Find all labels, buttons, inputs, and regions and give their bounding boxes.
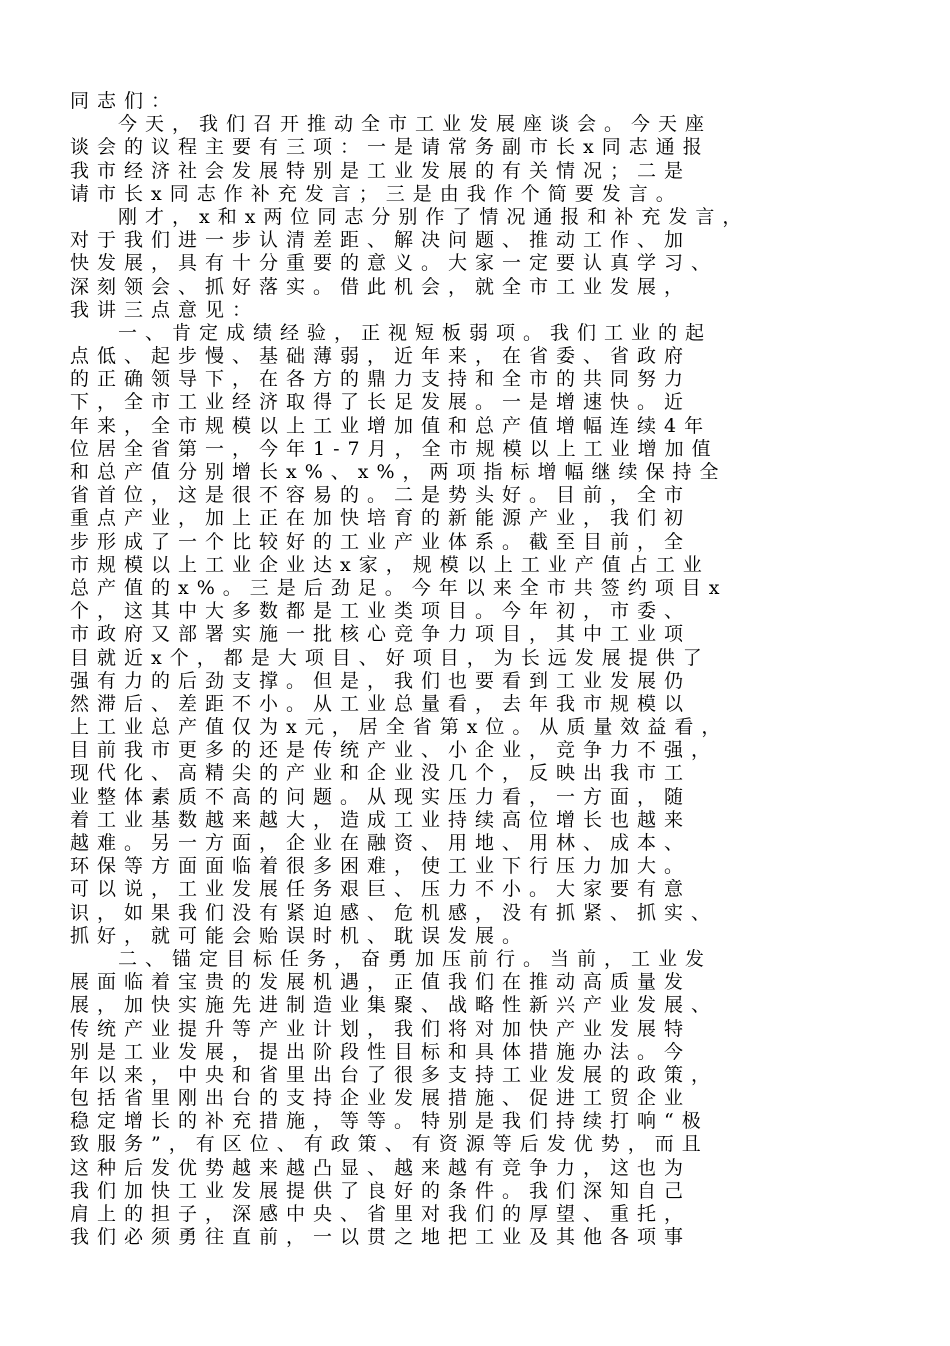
text-line: 肩上的担子，深感中央、省里对我们的厚望、重托， — [70, 1203, 692, 1225]
text-line: 个，这其中大多数都是工业类项目。今年初，市委、 — [70, 600, 692, 623]
text-line: 这种后发优势越来越凸显、越来越有竞争力，这也为 — [70, 1156, 692, 1179]
text-line: 谈会的议程主要有三项：一是请常务副市长x同志通报 — [70, 136, 710, 159]
text-line: 强有力的后劲支撑。但是，我们也要看到工业发展仍 — [70, 669, 692, 692]
text-line: 对于我们进一步认清差距、解决问题、推动工作、加 — [70, 229, 692, 252]
text-line: 越难。另一方面，企业在融资、用地、用林、成本、 — [70, 832, 692, 854]
text-line: 展面临着宝贵的发展机遇，正值我们在推动高质量发 — [70, 971, 692, 994]
text-line: 目就近x个，都是大项目、好项目，为长远发展提供了 — [70, 646, 710, 669]
text-line: 上工业总产值仅为x元，居全省第x位。从质量效益看， — [70, 716, 729, 739]
text-line: 然滞后、差距不小。从工业总量看，去年我市规模以 — [70, 692, 692, 715]
text-line: 今天，我们召开推动全市工业发展座谈会。今天座 — [118, 113, 713, 136]
text-line: 市规模以上工业企业达x家，规模以上工业产值占工业 — [70, 553, 710, 576]
text-line: 步形成了一个比较好的工业产业体系。截至目前，全 — [70, 530, 692, 553]
text-line: 包括省里刚出台的支持企业发展措施、促进工贸企业 — [70, 1087, 692, 1110]
text-line: 和总产值分别增长x%、x%，两项指标增幅继续保持全 — [70, 461, 727, 483]
text-line: 业整体素质不高的问题。从现实压力看，一方面，随 — [70, 785, 692, 808]
section-heading-line: 一、肯定成绩经验，正视短板弱项。我们工业的起 — [118, 321, 713, 344]
text-line: 稳定增长的补充措施，等等。特别是我们持续打响“极 — [70, 1110, 709, 1133]
text-line: 识，如果我们没有紧迫感、危机感，没有抓紧、抓实、 — [70, 901, 719, 924]
text-line: 重点产业，加上正在加快培育的新能源产业，我们初 — [70, 507, 692, 530]
text-line: 我市经济社会发展特别是工业发展的有关情况；二是 — [70, 159, 692, 182]
text-line: 年以来，中央和省里出台了很多支持工业发展的政策， — [70, 1063, 719, 1086]
text-line: 我们加快工业发展提供了良好的条件。我们深知自己 — [70, 1179, 692, 1202]
text-line: 可以说，工业发展任务艰巨、压力不小。大家要有意 — [70, 878, 692, 901]
text-line: 点低、起步慢、基础薄弱，近年来，在省委、省政府 — [70, 345, 692, 368]
text-line: 现代化、高精尖的产业和企业没几个，反映出我市工 — [70, 762, 692, 785]
text-line: 深刻领会、抓好落实。借此机会，就全市工业发展， — [70, 275, 692, 298]
text-line: 抓好，就可能会贻误时机、耽误发展。 — [70, 924, 530, 947]
text-line: 环保等方面面临着很多困难，使工业下行压力加大。 — [70, 855, 692, 878]
document-page — [70, 90, 900, 1249]
text-line: 快发展，具有十分重要的意义。大家一定要认真学习、 — [70, 252, 719, 275]
text-line: 我们必须勇往直前，一以贯之地把工业及其他各项事 — [70, 1226, 692, 1249]
text-line: 的正确领导下，在各方的鼎力支持和全市的共同努力 — [70, 368, 692, 391]
text-line: 展，加快实施先进制造业集聚、战略性新兴产业发展、 — [70, 994, 719, 1017]
text-line: 着工业基数越来越大，造成工业持续高位增长也越来 — [70, 808, 692, 831]
salutation-line: 同志们： — [70, 90, 179, 112]
text-line: 省首位，这是很不容易的。二是势头好。目前，全市 — [70, 484, 692, 507]
text-line: 年来，全市规模以上工业增加值和总产值增幅连续4年 — [70, 414, 712, 437]
text-line: 总产值的x%。三是后劲足。今年以来全市共签约项目x — [70, 576, 728, 599]
text-line: 目前我市更多的还是传统产业、小企业，竞争力不强， — [70, 739, 719, 762]
text-line: 刚才，x和x两位同志分别作了情况通报和补充发言， — [118, 205, 750, 228]
text-line: 我讲三点意见： — [70, 298, 260, 321]
text-line: 下，全市工业经济取得了长足发展。一是增速快。近 — [70, 391, 692, 414]
section-heading-line: 二、锚定目标任务，奋勇加压前行。当前，工业发 — [118, 947, 713, 970]
text-line: 请市长x同志作补充发言；三是由我作个简要发言。 — [70, 182, 683, 205]
text-line: 别是工业发展，提出阶段性目标和具体措施办法。今 — [70, 1040, 692, 1063]
text-line: 市政府又部署实施一批核心竞争力项目，其中工业项 — [70, 623, 692, 646]
text-line: 致服务”，有区位、有政策、有资源等后发优势，而且 — [70, 1133, 709, 1156]
text-line: 传统产业提升等产业计划，我们将对加快产业发展特 — [70, 1017, 692, 1040]
text-line: 位居全省第一，今年1-7月，全市规模以上工业增加值 — [70, 437, 719, 460]
